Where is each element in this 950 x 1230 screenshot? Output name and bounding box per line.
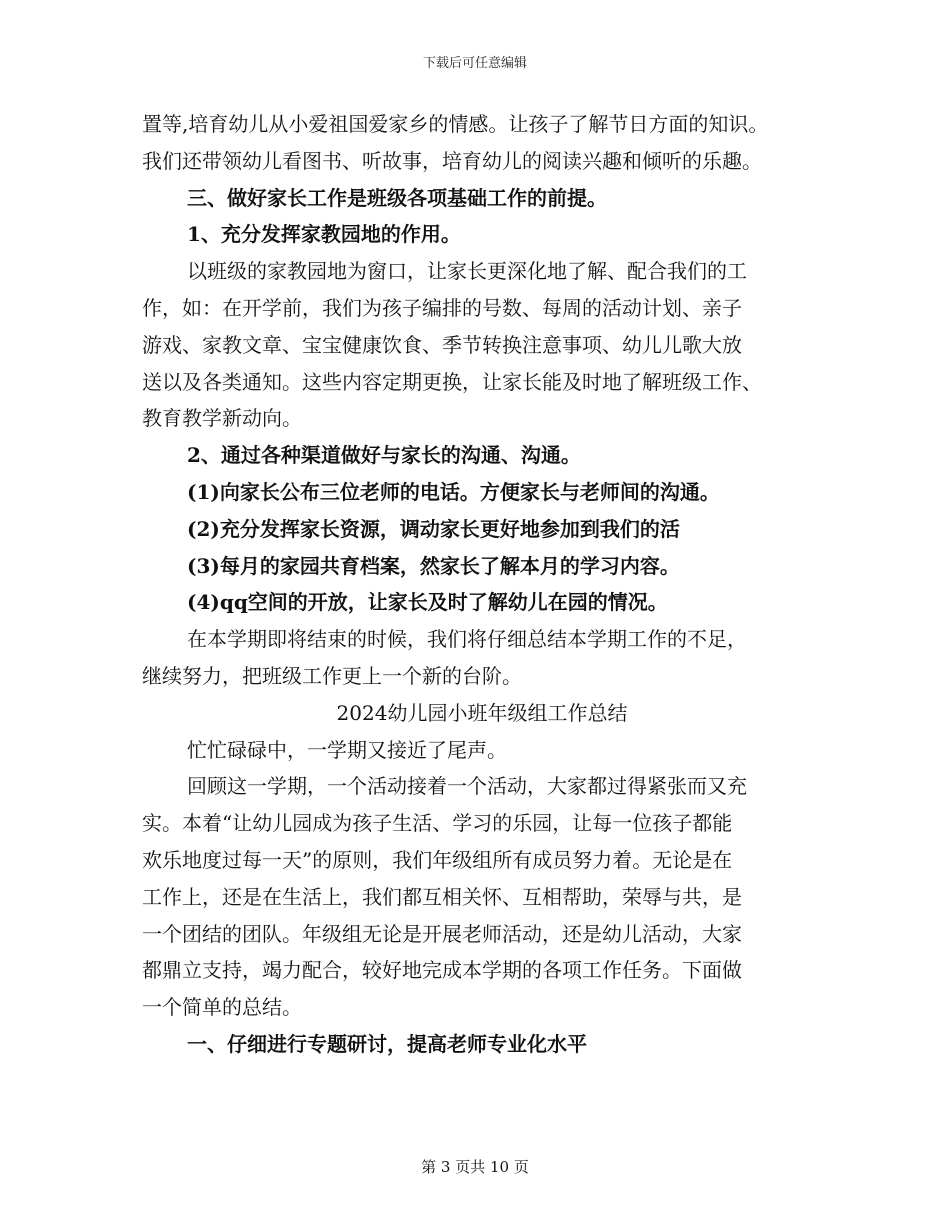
paragraph-line: 1、充分发挥家教园地的作用。 [187, 222, 461, 247]
paragraph-line: 继续努力，把班级工作更上一个新的台阶。 [142, 663, 522, 688]
header-note: 下载后可任意编辑 [422, 56, 527, 71]
paragraph-line: 2、通过各种渠道做好与家长的沟通、沟通。 [187, 443, 581, 468]
paragraph-line: 忙忙碌碌中，一学期又接近了尾声。 [187, 737, 507, 762]
paragraph-line: 工作上，还是在生活上，我们都互相关怀、互相帮助，荣辱与共，是 [142, 884, 742, 909]
paragraph-line: 2024幼儿园小班年级组工作总结 [336, 700, 628, 725]
paragraph-line: 作，如：在开学前，我们为孩子编排的号数、每周的活动计划、亲子 [142, 295, 742, 320]
paragraph-line: 以班级的家教园地为窗口，让家长更深化地了解、配合我们的工 [187, 259, 747, 284]
document-body [142, 106, 822, 1063]
paragraph-line: (3)每月的家园共育档案，然家长了解本月的学习内容。 [187, 553, 680, 578]
page-number: 第 3 页共 10 页 [421, 1158, 529, 1176]
paragraph-line: 置等,培育幼儿从小爱祖国爱家乡的情感。让孩子了解节日方面的知识。 [142, 112, 769, 136]
paragraph-line: (4)qq空间的开放，让家长及时了解幼儿在园的情况。 [187, 590, 668, 615]
paragraph-line: 送以及各类通知。这些内容定期更换，让家长能及时地了解班级工作、 [142, 369, 762, 394]
paragraph-line: (2)充分发挥家长资源，调动家长更好地参加到我们的活 [187, 516, 680, 541]
paragraph-line: 我们还带领幼儿看图书、听故事，培育幼儿的阅读兴趣和倾听的乐趣。 [142, 148, 762, 173]
paragraph-line: 回顾这一学期，一个活动接着一个活动，大家都过得紧张而又充 [187, 774, 747, 799]
paragraph-line: 在本学期即将结束的时候，我们将仔细总结本学期工作的不足， [187, 627, 747, 652]
paragraph-line: 一、仔细进行专题研讨，提高老师专业化水平 [187, 1031, 587, 1056]
paragraph-line: 一个简单的总结。 [142, 995, 302, 1020]
paragraph-line: 都鼎立支持，竭力配合，较好地完成本学期的各项工作任务。下面做 [142, 958, 742, 983]
paragraph-line: 教育教学新动向。 [142, 406, 302, 431]
paragraph-line: (1)向家长公布三位老师的电话。方便家长与老师间的沟通。 [187, 479, 720, 504]
paragraph-line: 一个团结的团队。年级组无论是开展老师活动，还是幼儿活动，大家 [142, 921, 742, 946]
paragraph-line: 游戏、家教文章、宝宝健康饮食、季节转换注意事项、幼儿儿歌大放 [142, 332, 742, 357]
paragraph-line: 实。本着“让幼儿园成为孩子生活、学习的乐园，让每一位孩子都能 [142, 811, 733, 836]
paragraph-line: 三、做好家长工作是班级各项基础工作的前提。 [187, 185, 607, 210]
paragraph-line: 欢乐地度过每一天”的原则，我们年级组所有成员努力着。无论是在 [142, 847, 733, 872]
